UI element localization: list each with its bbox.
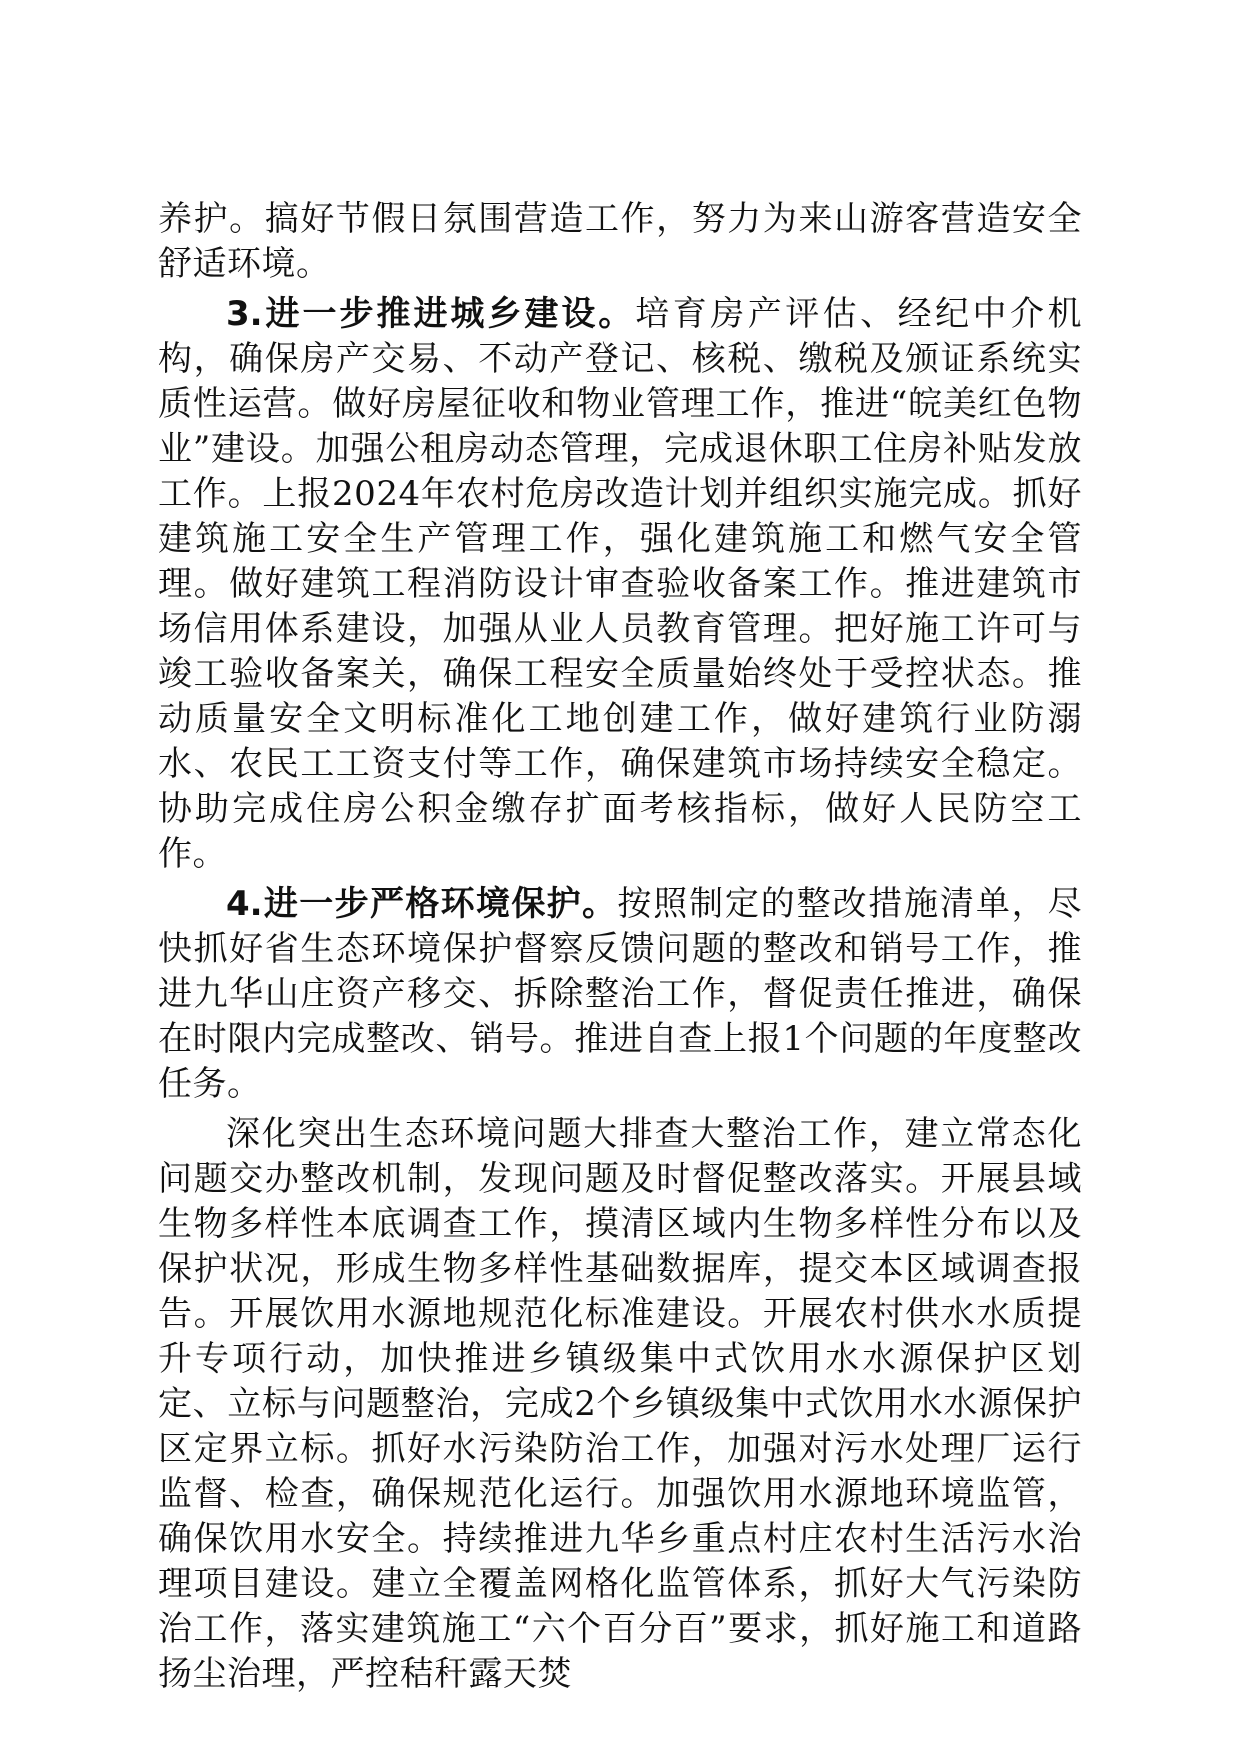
paragraph-environmental-protection <box>158 882 1082 1107</box>
section-heading-4: 4.进一步严格环境保护。 <box>226 884 618 924</box>
document-page <box>158 197 1082 1697</box>
paragraph-continuation <box>158 197 1082 287</box>
section-heading-3: 3.进一步推进城乡建设。 <box>226 294 636 334</box>
paragraph-text: 养护。搞好节假日氛围营造工作，努力为来山游客营造安全舒适环境。 <box>158 199 1082 284</box>
paragraph-urban-rural-construction <box>158 292 1082 877</box>
paragraph-text: 深化突出生态环境问题大排查大整治工作，建立常态化问题交办整改机制，发现问题及时督促整改落实。开展县域生物多样性本底调查工作，摸清区域内生物多样性分布以及保护状况，形成生物多样性基础数据库，提交本区域调查报告。开展饮用水源地规范化标准建设。开展农村供水水质提升专项行动，加快推进乡镇级集中式饮用水水源保护区划定、立标与问题整治，完成2个乡镇级集中式饮用水水源保护区定界立标。抓好水污染防治工作，加强对污水处理厂运行监督、检查，确保规范化运行。加强饮用水源地环境监管，确保饮用水安全。持续推进九华乡重点村庄农村生活污水治理项目建设。建立全覆盖网格化监管体系，抓好大气污染防治工作，落实建筑施工“六个百分百”要求，抓好施工和道路扬尘治理，严控秸秆露天焚 <box>158 1114 1082 1694</box>
paragraph-text: 培育房产评估、经纪中介机构，确保房产交易、不动产登记、核税、缴税及颁证系统实质性运营。做好房屋征收和物业管理工作，推进“皖美红色物业”建设。加强公租房动态管理，完成退休职工住房补贴发放工作。上报2024年农村危房改造计划并组织实施完成。抓好建筑施工安全生产管理工作，强化建筑施工和燃气安全管理。做好建筑工程消防设计审查验收备案工作。推进建筑市场信用体系建设，加强从业人员教育管理。把好施工许可与竣工验收备案关，确保工程安全质量始终处于受控状态。推动质量安全文明标准化工地创建工作，做好建筑行业防溺水、农民工工资支付等工作，确保建筑市场持续安全稳定。协助完成住房公积金缴存扩面考核指标，做好人民防空工作。 <box>158 294 1083 874</box>
paragraph-text: 按照制定的整改措施清单，尽快抓好省生态环境保护督察反馈问题的整改和销号工作，推进九华山庄资产移交、拆除整治工作，督促责任推进，确保在时限内完成整改、销号。推进自查上报1个问题的年度整改任务。 <box>158 884 1083 1104</box>
paragraph-ecological-rectification <box>158 1112 1082 1697</box>
